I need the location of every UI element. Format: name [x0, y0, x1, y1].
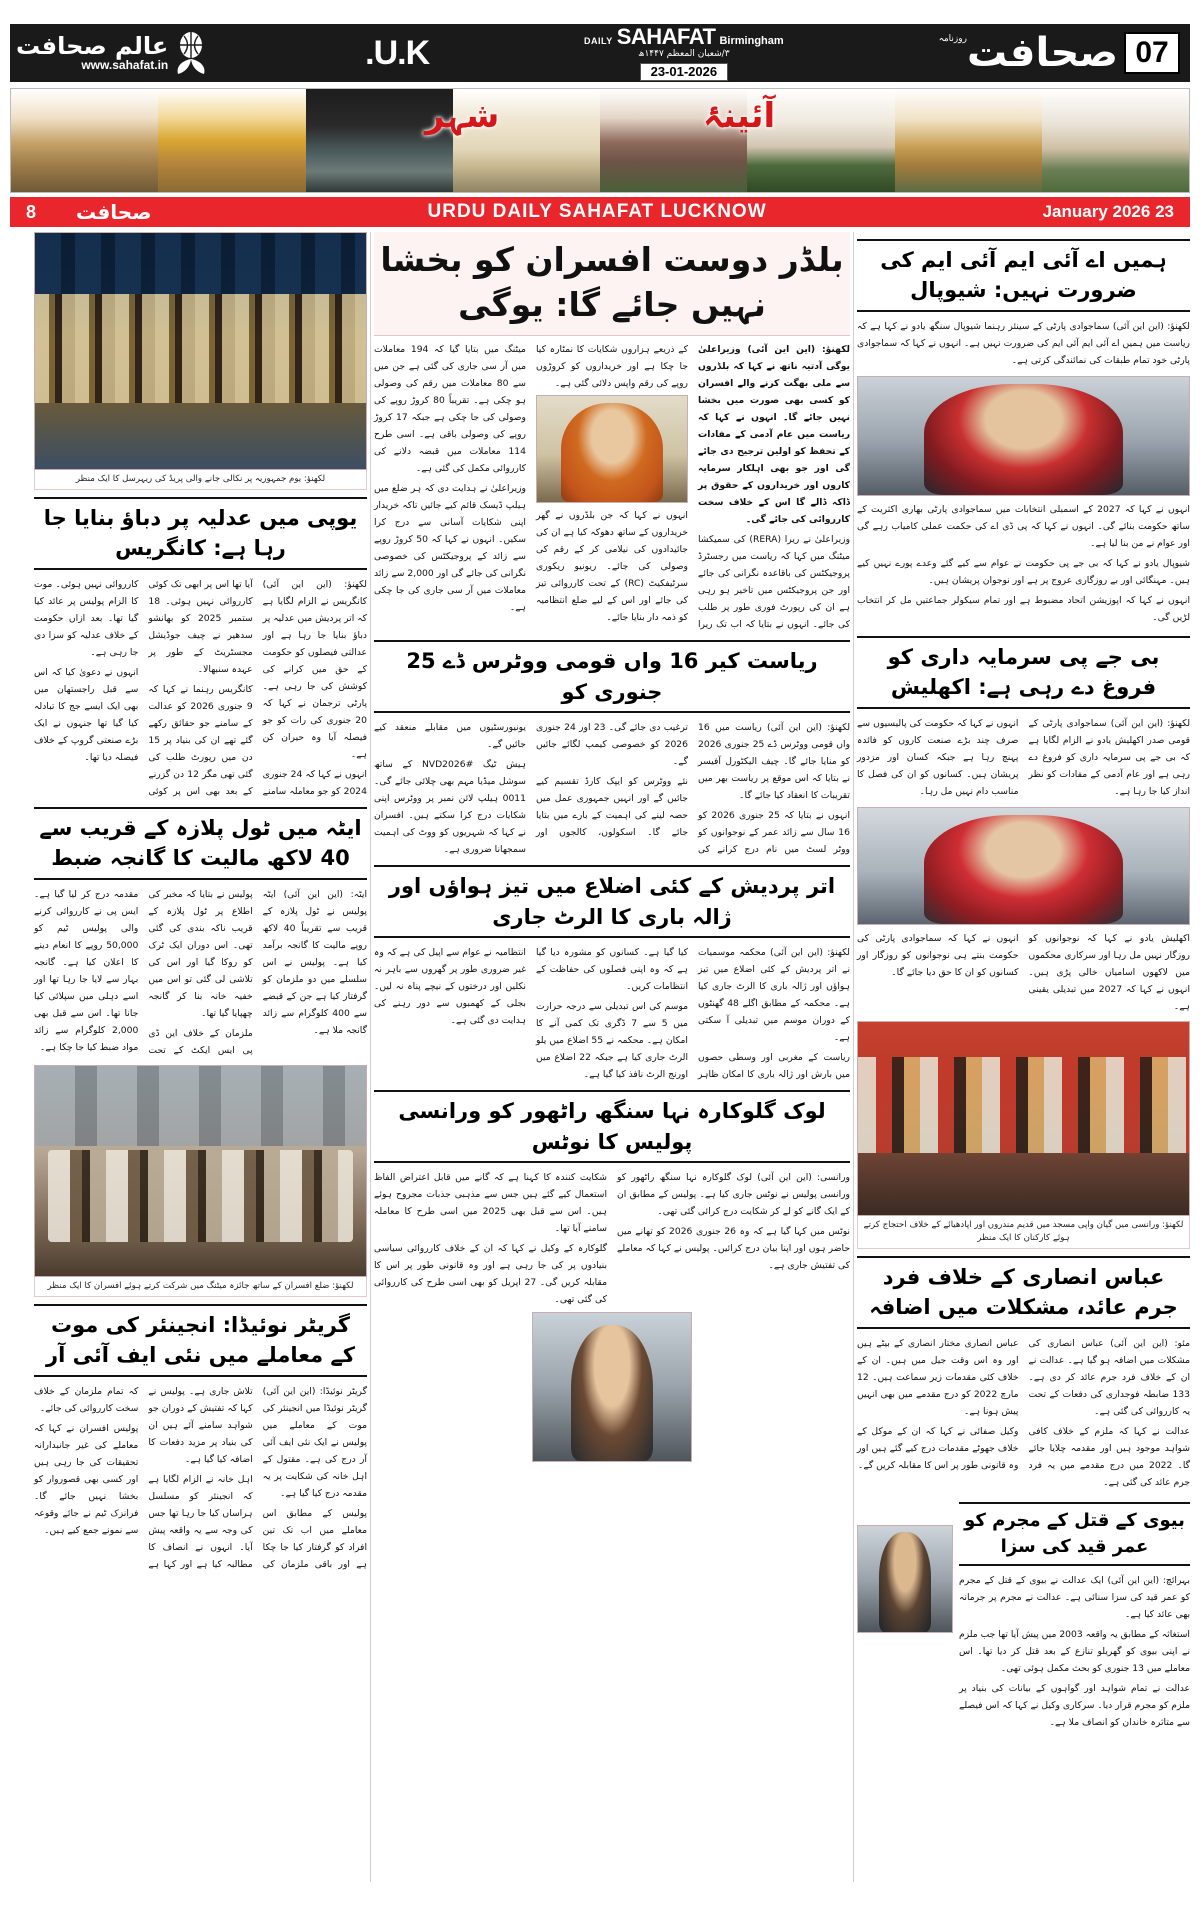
paragraph: انہوں نے کہا کہ سماجوادی پارٹی کی حکومت بنتے ہی نوجوانوں کو روزگار اور کسانوں کو ان کا حق دیا جائے گا۔: [857, 932, 1019, 979]
paragraph: میٹنگ میں بتایا گیا کہ 194 معاملات میں آر سی جاری کی گئی ہے جن میں سے 80 معاملات میں رقم کی وصولی ہو چکی ہے۔ تقریباً 80 کروڑ روپے کی وصولی کی جا چکی ہے جبکہ 17 کروڑ روپے کی وصولی باقی ہے۔ اسی طرح 114 معاملات میں قبضہ دلانے کی کارروائی مکمل کی گئی ہے۔: [374, 344, 526, 475]
article-akhilesh-body-cont: [857, 930, 1190, 1015]
article-voters-day-body: [374, 719, 850, 858]
article-neha-body: [374, 1169, 850, 1308]
content-grid: [10, 232, 1190, 1882]
paragraph: انہوں نے کہا کہ اپوزیشن اتحاد مضبوط ہے اور تمام سیکولر جماعتیں مل کر انتخاب لڑیں گی۔: [857, 595, 1190, 624]
paragraph: گریٹر نوئیڈا: (این این آئی) گریٹر نوئیڈا میں انجینئر کی موت کے معاملے میں پولیس نے ایک نئی ایف آئی آر درج کی ہے۔ مقتول کے اہل خانہ کی شکایت پر یہ مقدمہ درج کیا گیا ہے۔: [262, 1385, 367, 1499]
photo-protest-caption: لکھنؤ: ورانسی میں گیان واپی مسجد میں قدیم مندروں اور اپادھیائے کے خلاف احتجاج کرتے ہوئے کارکنان کا ایک منظر: [857, 1216, 1190, 1249]
paragraph: پولیس کے مطابق اس معاملے میں اب تک تین افراد کو گرفتار کیا جا چکا ہے اور باقی ملزمان کی تلاش جاری ہے۔ پولیس نے کہا کہ تفتیش کے دوران جو شواہد سامنے آئے ہیں ان کی بنیاد پر مزید دفعات کا اضافہ کیا گیا ہے۔: [148, 1385, 367, 1570]
photo-parade-caption: لکھنؤ: یوم جمہوریہ پر نکالی جانے والی پریڈ کی ریہرسل کا ایک منظر: [34, 470, 367, 490]
masthead-right: [16, 31, 210, 75]
headline-etah-ganja-seizure[interactable]: ایٹہ میں ٹول پلازہ کے قریب سے 40 لاکھ مالیت کا گانجہ ضبط: [34, 807, 367, 880]
article-congress-body: [34, 576, 367, 800]
paragraph: انہوں نے کہا کہ 24 جنوری 2024 کو جو معاملہ سامنے آیا تھا اس پر ابھی تک کوئی کارروائی نہیں ہوئی۔ 18 ستمبر 2025 کو بھانشو سدھیر نے چیف جوڈیشل مجسٹریٹ کے طور پر عہدہ سنبھالا۔: [148, 578, 367, 797]
globe-icon: [172, 31, 210, 75]
column-middle: [374, 232, 850, 1882]
headline-congress-judiciary[interactable]: یوپی میں عدلیہ پر دباؤ بنایا جا رہا ہے: کانگریس: [34, 497, 367, 570]
column-right: [857, 232, 1190, 1882]
page-number: 07: [1124, 32, 1180, 74]
paragraph: ملزمان کے خلاف این ڈی پی ایس ایکٹ کے تحت مقدمہ درج کر لیا گیا ہے۔ ایس پی نے کارروائی کرنے والی پولیس ٹیم کو 50,000 روپے کا انعام دینے کا اعلان کیا ہے۔ گانجہ بہار سے لایا جا رہا تھا اور اسے دہلی میں سپلائی کیا جانا تھا۔ اس سے قبل بھی 2,000 کلوگرام سے زائد مواد ضبط کیا جا چکا ہے۔: [34, 888, 253, 1056]
article-noida-body: [34, 1383, 367, 1573]
lead-headline[interactable]: بلڈر دوست افسران کو بخشا نہیں جائے گا: یوگی: [374, 232, 850, 336]
paragraph: بہرائچ: (این این آئی) ایک عدالت نے بیوی کے قتل کے مجرم کو عمر قید کی سزا سنائی ہے۔ عدالت نے مجرم پر جرمانہ بھی عائد کیا ہے۔: [959, 1575, 1190, 1621]
masthead: [10, 24, 1190, 82]
paper-title-urdu: صحافت: [76, 200, 152, 224]
article-weather-body: [374, 944, 850, 1083]
photo-yogi: [536, 395, 688, 503]
masthead-city: Birmingham: [719, 34, 784, 47]
paragraph: انہوں نے کہا کہ حکومت کی پالیسیوں سے صرف چند بڑے صنعت کاروں کو فائدہ پہنچ رہا ہے جبکہ کسان اور مزدور پریشان ہیں۔ کسانوں کو ان کی فصل کا مناسب دام نہیں مل رہا۔: [857, 717, 1019, 797]
paragraph: موسم کی اس تبدیلی سے درجہ حرارت میں 5 سے 7 ڈگری تک کمی آنے کا امکان ہے۔ محکمہ نے 55 اضلاع میں یلو الرٹ جاری کیا ہے جبکہ 22 اضلاع میں اورنج الرٹ نافذ کیا گیا ہے۔: [536, 1001, 688, 1081]
article-shivpal-body-cont: [857, 501, 1190, 629]
column-divider-2: [370, 232, 371, 1882]
banner-title-left: شہر: [424, 96, 500, 136]
article-abbas-body: [857, 1335, 1190, 1491]
photo-convict: [857, 1525, 953, 1633]
article-neha-block: [374, 1169, 850, 1308]
masthead-left: [939, 32, 1184, 74]
lead-story-block: [374, 341, 850, 633]
paragraph: اکھلیش یادو نے کہا کہ نوجوانوں کو روزگار نہیں مل رہا اور سرکاری محکموں میں لاکھوں اسامیاں خالی پڑی ہیں۔ انہوں نے کہا کہ 2027 میں تبدیلی یقینی ہے۔: [1028, 932, 1190, 1013]
headline-akhilesh[interactable]: بی جے پی سرمایہ داری کو فروغ دے رہی ہے: اکھلیش: [857, 636, 1190, 709]
paragraph: اہل خانہ نے الزام لگایا ہے کہ انجینئر کو مسلسل ہراساں کیا جا رہا تھا جس کی وجہ سے یہ واقعہ پیش آیا۔ انہوں نے انصاف کا مطالبہ کیا ہے اور کہا ہے کہ تمام ملزمان کے خلاف سخت کارروائی کی جائے۔: [34, 1385, 253, 1570]
banner-title: [11, 95, 1189, 136]
paragraph: گلوکارہ کے وکیل نے کہا کہ ان کے خلاف کارروائی سیاسی بنیادوں پر کی جا رہی ہے اور وہ قانونی طور پر اس کا مقابلہ کریں گی۔ 27 اپریل کو بھی اسی طرح کی کارروائی کی گئی تھی۔: [374, 1243, 607, 1306]
headline-neha-singh-rathore[interactable]: لوک گلوکارہ نہا سنگھ راٹھور کو ورانسی پولیس کا نوٹس: [374, 1090, 850, 1163]
photo-akhilesh: [857, 807, 1190, 925]
column-divider: [853, 232, 854, 1882]
paragraph: ایٹہ: (این این آئی) ایٹہ پولیس نے ٹول پلازہ کے قریب سے تقریباً 40 لاکھ روپے مالیت کا گانجہ برآمد کیا ہے۔ پولیس نے اس سلسلے میں دو ملزمان کو گرفتار کیا ہے جن کے قبضے سے 400 کلوگرام سے زائد گانجہ ملا ہے۔: [262, 888, 367, 1036]
paragraph: انہوں نے دعویٰ کیا کہ اس سے قبل راجستھان میں بھی ایک ایسے جج کا تبادلہ کیا گیا تھا جنہوں نے ایک بڑے صنعتی گروپ کے خلاف فیصلہ دیا تھا۔: [34, 666, 139, 763]
city-banner: [10, 88, 1190, 193]
photo-meeting-caption: لکھنؤ: ضلع افسران کے ساتھ جائزہ میٹنگ میں شرکت کرتے ہوئے افسران کا ایک منظر: [34, 1277, 367, 1297]
headline-abbas-ansari[interactable]: عباس انصاری کے خلاف فرد جرم عائد، مشکلات میں اضافہ: [857, 1256, 1190, 1329]
paragraph: نوٹس میں کہا گیا ہے کہ وہ 26 جنوری 2026 کو تھانے میں حاضر ہوں اور اپنا بیان درج کرائیں۔ پولیس نے کہا کہ معاملے کی تفتیش جاری ہے۔: [617, 1226, 850, 1272]
paragraph: عدالت نے تمام شواہد اور گواہوں کے بیانات کی بنیاد پر ملزم کو مجرم قرار دیا۔ سرکاری وکیل نے کہا کہ اس فیصلے سے متاثرہ خاندان کو انصاف ملا ہے۔: [959, 1683, 1190, 1729]
headline-greater-noida-fir[interactable]: گریٹر نوئیڈا: انجینئر کی موت کے معاملے میں نئی ایف آئی آر: [34, 1304, 367, 1377]
paragraph: شکایت کنندہ کا کہنا ہے کہ گانے میں قابل اعتراض الفاظ استعمال کیے گئے ہیں جس سے مذہبی جذبات مجروح ہوئے ہیں۔ اس سے قبل بھی 2025 میں اسی طرح کا معاملہ سامنے آیا تھا۔: [374, 1172, 608, 1235]
date-bar: [10, 197, 1190, 227]
article-etah-body: [34, 886, 367, 1059]
paragraph: لکھنؤ: (این این آئی) ریاست میں 16 واں قومی ووٹرس ڈے 25 جنوری 2026 کو منایا جائے گا۔ چیف الیکٹورل آفیسر نے بتایا کہ اس موقع پر ریاست بھر میں تقریبات کا انعقاد کیا جائے گا۔: [698, 722, 851, 802]
article-akhilesh-body: [857, 715, 1190, 803]
paragraph: مئو: (این این آئی) عباس انصاری کی مشکلات میں اضافہ ہو گیا ہے۔ عدالت نے ان کے خلاف فرد جرم عائد کر دی ہے۔ 133 ضابطہ فوجداری کی دفعات کے تحت یہ کارروائی کی گئی ہے۔: [1028, 1337, 1190, 1417]
masthead-alam-sahafat: عالم صحافت: [16, 32, 169, 60]
paragraph: انہوں نے کہا کہ 2027 کے اسمبلی انتخابات میں سماجوادی پارٹی بھاری اکثریت کے ساتھ حکومت بنائے گی۔ انہوں نے کہا کہ پی ڈی اے کی حکمت عملی کامیاب رہے گی اور عوام نے من بنا لیا ہے۔: [857, 503, 1190, 549]
paragraph: استغاثہ کے مطابق یہ واقعہ 2003 میں پیش آیا تھا جب ملزم نے اپنی بیوی کو گھریلو تنازع کے بعد قتل کر دیا تھا۔ اس معاملے میں 13 جنوری کو بحث مکمل ہوئی تھی۔: [959, 1629, 1190, 1675]
headline-life-sentence[interactable]: بیوی کے قتل کے مجرم کو عمر قید کی سزا: [959, 1502, 1190, 1566]
lead-article-body: [374, 341, 850, 633]
masthead-title: SAHAFAT: [616, 23, 716, 49]
banner-title-right: آئینۂ: [703, 96, 776, 136]
newspaper-page: [0, 24, 1200, 1931]
paragraph: وزیراعلیٰ نے ہدایت دی کہ ہر ضلع میں ہیلپ ڈیسک قائم کیے جائیں تاکہ خریدار اپنی شکایات آسانی سے درج کرا سکیں۔ انہوں نے کہا کہ 50 کروڑ روپے سے زائد کے پروجیکٹس کی خصوصی نگرانی کی جائے گی اور 2,000 سے زائد معاملات میں آر سی جاری کی جا چکی ہے۔: [374, 483, 527, 614]
story-life-sentence-wrap: [857, 1495, 1190, 1734]
paragraph: عدالت نے کہا کہ ملزم کے خلاف کافی شواہد موجود ہیں اور مقدمہ چلایا جائے گا۔ 2022 میں درج مقدمے میں یہ فرد جرم عائد کی گئی ہے۔: [1028, 1425, 1191, 1488]
paragraph: وکیل صفائی نے کہا کہ ان کے موکل کے خلاف جھوٹے مقدمات درج کیے گئے ہیں اور وہ قانونی طور پر اس کا مقابلہ کریں گے۔: [857, 1425, 1019, 1471]
paragraph: وزیراعلیٰ نے ریرا (RERA) کی سمیکشا میٹنگ میں کہا کہ ریاست میں رجسٹرڈ پروجیکٹس کی باقاعدہ نگرانی کی جائے اور جن پروجیکٹس میں تاخیر ہو رہی ہے ان کی رپورٹ فوری طور پر طلب کی جائے۔ انہوں نے بتایا کہ اب تک ریرا کے ذریعے ہزاروں شکایات کا نمٹارہ کیا جا چکا ہے اور خریداروں کو کروڑوں روپے کی رقم واپس دلائی گئی ہے۔: [536, 344, 851, 631]
section-page-number: 8: [26, 201, 37, 222]
paragraph: لکھنؤ: (این این آئی) وزیراعلیٰ یوگی آدتیہ ناتھ نے کہا کہ بلڈروں سے ملی بھگت کرنے والے افسران کو کسی بھی صورت میں بخشا نہیں جائے گا۔ انہوں نے کہا کہ ریاست میں عام آدمی کے مفادات کے تحفظ کو اولین ترجیح دی جائے گی اور جو بھی اہلکار سرمایہ کاروں اور خریداروں کے حقوق پر ڈاکہ ڈالے گا اس کے خلاف سخت کارروائی کی جائے گی۔: [698, 344, 850, 526]
article-shivpal-body: [857, 318, 1190, 372]
headline-voters-day[interactable]: ریاست کیر 16 واں قومی ووٹرس ڈے 25 جنوری کو: [374, 640, 850, 713]
masthead-uk-label: U.K.: [365, 33, 430, 72]
issue-date: 23 January 2026: [1042, 202, 1174, 221]
masthead-website[interactable]: www.sahafat.in: [81, 58, 169, 72]
paragraph: انتظامیہ نے عوام سے اپیل کی ہے کہ وہ غیر ضروری طور پر گھروں سے باہر نہ نکلیں اور درختوں کے نیچے پناہ نہ لیں۔ بجلی کے کھمبوں سے دور رہنے کی ہدایت دی گئی ہے۔: [374, 947, 526, 1027]
masthead-sahafat-superscript: روزنامہ: [938, 33, 967, 43]
masthead-date-box: 23-01-2026: [640, 63, 729, 81]
paragraph: کانگریس رہنما نے کہا کہ 9 جنوری 2026 کو عدالت کے سامنے جو حقائق رکھے گئے تھے ان کی بنیاد پر 15 دن میں رپورٹ طلب کی گئی تھی مگر 12 دن گزرنے کے بعد بھی اس پر کوئی کارروائی نہیں ہوئی۔ موت کا الزام پولیس پر عائد کیا گیا تھا۔ بعد ازاں حکومت کے خلاف عدلیہ کو سزا دی جا رہی ہے۔: [34, 578, 253, 797]
photo-protest: [857, 1021, 1190, 1216]
paragraph: لکھنؤ: (این این آئی) کانگریس نے الزام لگایا ہے کہ اتر پردیش میں عدلیہ پر دباؤ بنایا جا رہا ہے اور عدالتی فیصلوں کو حکومت کے حق میں کرانے کی کوشش کی جا رہی ہے۔ پارٹی ترجمان نے کہا کہ 20 جنوری کی رات کو جو فیصلہ آیا وہ حیران کن ہے۔: [262, 578, 367, 760]
paragraph: انہوں نے کہا کہ جن بلڈروں نے گھر خریداروں کے ساتھ دھوکہ کیا ہے ان کی جائیدادوں کی نیلامی کر کے رقم کی وصولی کی جائے۔ ریونیو ریکوری سرٹیفکیٹ (RC) کے تحت کارروائی تیز کی جائے اور اس کے لیے ضلع انتظامیہ کو ذمہ دار بنایا جائے۔: [536, 510, 688, 624]
column-left: [34, 232, 367, 1882]
paragraph: انہوں نے بتایا کہ 25 جنوری 2026 کو 16 سال سے زائد عمر کے نوجوانوں کو ووٹر لسٹ میں نام درج کرانے کی ترغیب دی جائے گی۔ 23 اور 24 جنوری 2026 کو خصوصی کیمپ لگائے جائیں گے۔: [536, 722, 850, 856]
masthead-center: [584, 25, 784, 81]
paragraph: لکھنؤ: (این این آئی) محکمہ موسمیات نے اتر پردیش کے کئی اضلاع میں تیز ہواؤں اور ژالہ باری کا الرٹ جاری کیا ہے۔ محکمہ کے مطابق اگلے 48 گھنٹوں کے دوران موسم میں تبدیلی آ سکتی ہے۔: [698, 947, 850, 1044]
paragraph: پولیس افسران نے کہا کہ معاملے کی غیر جانبدارانہ تحقیقات کی جا رہی ہیں اور کسی بھی قصوروار کو بخشا نہیں جائے گا۔ فرانزک ٹیم نے جائے وقوعہ سے نمونے جمع کیے ہیں۔: [34, 1422, 139, 1536]
headline-weather-alert[interactable]: اتر پردیش کے کئی اضلاع میں تیز ہواؤں اور ژالہ باری کا الرٹ جاری: [374, 865, 850, 938]
paragraph: ہیش ٹیگ #NVD2026 کے ساتھ سوشل میڈیا مہم بھی چلائی جائے گی۔ 0011 ہیلپ لائن نمبر پر ووٹرس اپنی شکایات درج کرا سکتے ہیں۔ افسران نے کہا کہ شہریوں کو ووٹ کی اہمیت سمجھانا ضروری ہے۔: [374, 759, 526, 856]
photo-shivpal: [857, 376, 1190, 496]
paper-title-english: URDU DAILY SAHAFAT LUCKNOW: [427, 201, 767, 222]
paragraph: لکھنؤ: (این این آئی) سماجوادی پارٹی کے قومی صدر اکھلیش یادو نے الزام لگایا ہے کہ بی جے پی سرمایہ داری کو فروغ دے رہی ہے اور عام آدمی کے مفادات کو نظر انداز کیا جا رہا ہے۔: [1028, 717, 1190, 797]
masthead-daily-label: DAILY: [584, 35, 613, 46]
photo-neha-singh: [532, 1312, 692, 1462]
paragraph: ریاست کے مغربی اور وسطی حصوں میں بارش اور ژالہ باری کا امکان ظاہر کیا گیا ہے۔ کسانوں کو مشورہ دیا گیا ہے کہ وہ اپنی فصلوں کی حفاظت کے انتظامات کریں۔: [536, 947, 850, 1081]
photo-officials-meeting: [34, 1065, 367, 1277]
paragraph: لکھنؤ: (این این آئی) سماجوادی پارٹی کے سینئر رہنما شیوپال سنگھ یادو نے کہا ہے کہ ریاست میں ہمیں اے آئی ایم آئی ایم کی ضرورت نہیں ہے۔ انہوں نے کہا کہ سماجوادی پارٹی خود تمام طبقات کی نمائندگی کرتی ہے۔: [857, 320, 1190, 366]
paragraph: پولیس نے بتایا کہ مخبر کی اطلاع پر ٹول پلازہ کے قریب ناکہ بندی کی گئی تھی۔ اس دوران ایک ٹرک کو روکا گیا اور اس کی تلاشی لی گئی تو اس میں خفیہ خانہ بنا کر گانجہ چھپایا گیا تھا۔: [148, 888, 253, 1019]
masthead-sahafat-urdu: صحافت: [966, 30, 1118, 76]
paragraph: ورانسی: (این این آئی) لوک گلوکارہ نہا سنگھ راٹھور کو ورانسی پولیس نے نوٹس جاری کیا ہے۔ پولیس کے مطابق ان کے ایک گانے کو لے کر شکایت درج کرائی گئی تھی۔: [617, 1172, 850, 1218]
photo-republic-day-parade: [34, 232, 367, 470]
paragraph: عباس انصاری مختار انصاری کے بیٹے ہیں اور وہ اس وقت جیل میں ہیں۔ ان کے خلاف کئی مقدمات زیر سماعت ہیں۔ 12 مارچ 2022 کو درج مقدمے میں بھی انہیں پیش ہونا ہے۔: [857, 1337, 1019, 1417]
paragraph: نئے ووٹرس کو ایپک کارڈ تقسیم کیے جائیں گے اور انہیں جمہوری عمل میں حصہ لینے کی اہمیت کے بارے میں بتایا جائے گا۔ اسکولوں، کالجوں اور یونیورسٹیوں میں مقابلے منعقد کیے جائیں گے۔: [374, 722, 688, 839]
article-life-sentence-body: [959, 1572, 1190, 1734]
paragraph: شیوپال یادو نے کہا کہ بی جے پی حکومت نے عوام سے کیے گئے وعدے پورے نہیں کیے ہیں۔ مہنگائی اور بے روزگاری عروج پر ہے اور نوجوان پریشان ہیں۔: [857, 557, 1190, 586]
headline-shivpal[interactable]: ہمیں اے آئی ایم آئی ایم کی ضرورت نہیں: شیوپال: [857, 239, 1190, 312]
masthead-hijri-date: ۳/شعبان المعظم ۱۴۴۷ھ: [638, 49, 730, 59]
